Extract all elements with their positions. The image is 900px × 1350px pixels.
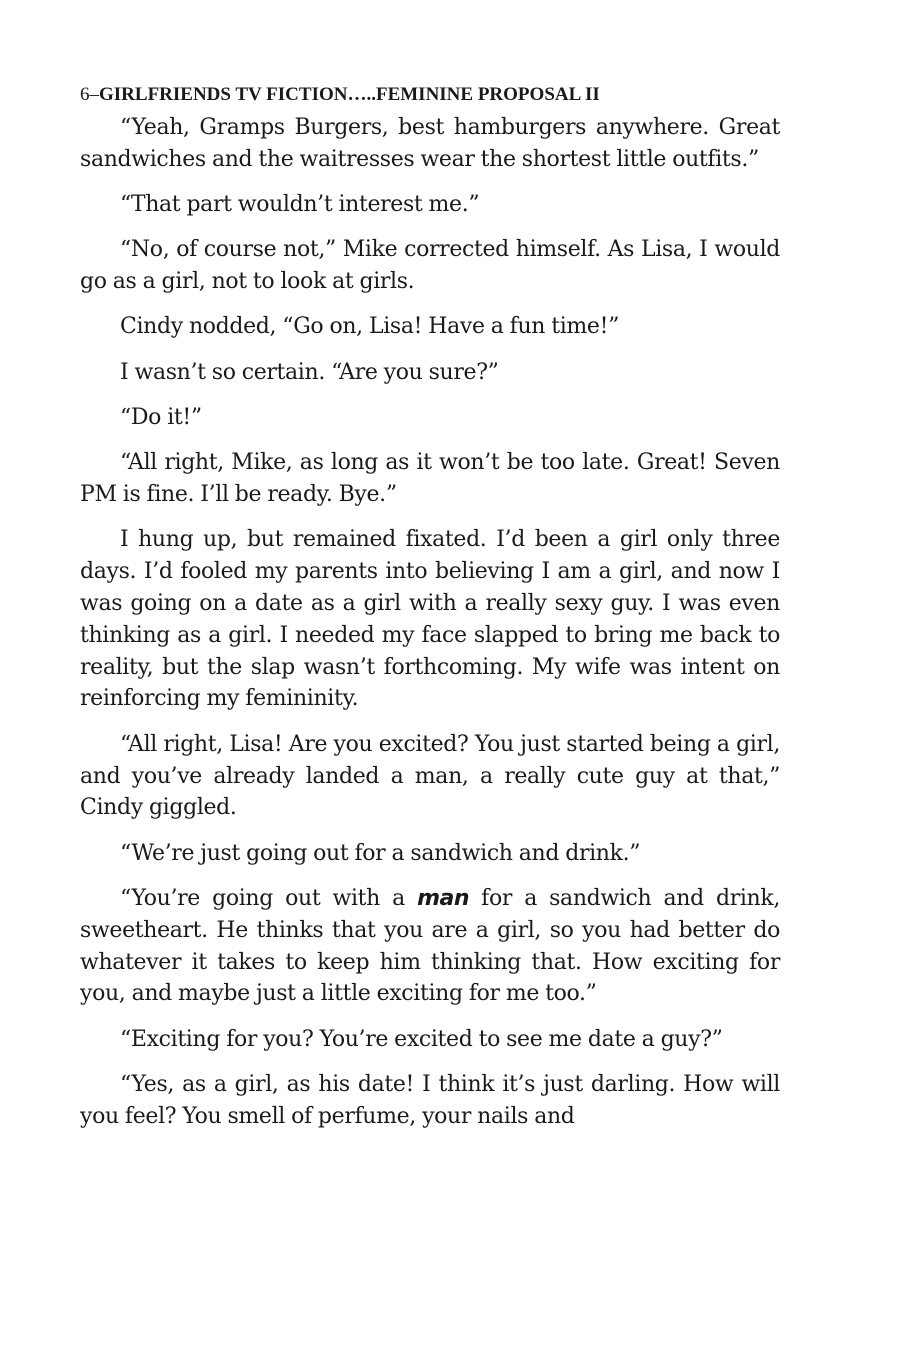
page-number: 6– — [80, 84, 99, 105]
paragraph: I hung up, but remained fixated. I’d been a girl only three days. I’d fooled my parents into believing I am a girl, and now I was going on a date as a girl with a really sexy guy. I was even thinking as a girl. I needed my face slapped to bring me back to reality, but the slap wasn’t forthcoming. My wife was intent on reinforcing my femininity. — [80, 527, 780, 712]
paragraph-text-after: for a sandwich and drink, sweetheart. He thinks that you are a girl, so you had better do whatever it takes to keep him thinking that. How exciting for you, and maybe just a little exciting for me too.” — [80, 885, 780, 1007]
paragraph: “We’re just going out for a sandwich and drink.” — [120, 840, 641, 866]
book-page — [80, 82, 780, 1133]
paragraph: “All right, Mike, as long as it won’t be too late. Great! Seven PM is fine. I’ll be ready. Bye.” — [80, 450, 780, 508]
header-title: GIRLFRIENDS TV FICTION…..FEMININE PROPOSAL II — [99, 84, 600, 105]
emphasized-word: man — [417, 885, 470, 911]
paragraph: “No, of course not,” Mike corrected himself. As Lisa, I would go as a girl, not to look at girls. — [80, 237, 780, 295]
paragraph: “Yes, as a girl, as his date! I think it’s just darling. How will you feel? You smell of perfume, your nails and — [80, 1071, 780, 1129]
paragraph: “Do it!” — [120, 405, 202, 431]
paragraph: I wasn’t so certain. “Are you sure?” — [120, 359, 499, 385]
paragraph: “That part wouldn’t interest me.” — [120, 192, 480, 218]
paragraph: “Exciting for you? You’re excited to see me date a guy?” — [120, 1026, 723, 1052]
paragraph: Cindy nodded, “Go on, Lisa! Have a fun time!” — [120, 314, 619, 340]
paragraph: “All right, Lisa! Are you excited? You just started being a girl, and you’ve already landed a man, a really cute guy at that,” Cindy giggled. — [80, 731, 780, 821]
paragraph: “Yeah, Gramps Burgers, best hamburgers anywhere. Great sandwiches and the waitresses wear the shortest little outfits.” — [80, 115, 780, 172]
paragraph-with-emphasis — [80, 883, 780, 1010]
running-header — [80, 82, 780, 108]
paragraph-text-before: “You’re going out with a — [120, 885, 418, 911]
